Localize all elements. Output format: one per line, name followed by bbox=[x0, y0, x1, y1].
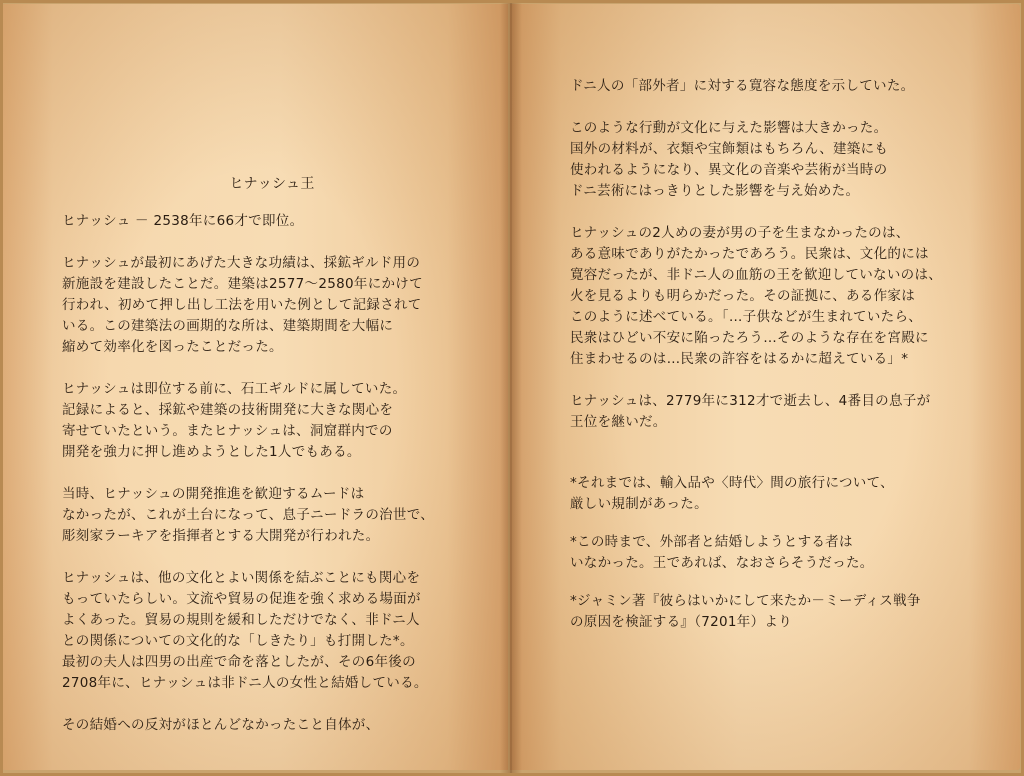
footnotes bbox=[570, 473, 1000, 633]
right-page[interactable] bbox=[510, 4, 1020, 770]
paragraph: ヒナッシュは、2779年に312才で逝去し、4番目の息子が 王位を継いだ。 bbox=[570, 393, 931, 430]
paragraph: ヒナッシュが最初にあげた大きな功績は、採鉱ギルド用の 新施設を建設したことだ。建築は2577～2580年にかけて 行われ、初めて押し出し工法を用いた例として記録されて いる。この建築法の画期的な所は、建築期間を大幅に 縮めて効率化を図ったことだった。 bbox=[62, 255, 423, 355]
paragraph: ヒナッシュの2人めの妻が男の子を生まなかったのは、 ある意味でありがたかったであろう。民衆は、文化的には 寛容だったが、非ドニ人の血筋の王を歓迎していないのは、 火を見るよりも明らかだった。その証拠に、ある作家は このように述べている。「…子供などが生まれていたら、 民衆はひどい不安に陥ったろう…そのような存在を宮殿に 住まわせるのは…民衆の許容をはるかに超えている」* bbox=[570, 225, 943, 367]
footnote: *それまでは、輸入品や〈時代〉間の旅行について、 厳しい規制があった。 bbox=[570, 475, 894, 512]
paragraph: ヒナッシュは即位する前に、石工ギルドに属していた。 記録によると、採鉱や建築の技術開発に大きな関心を 寄せていたという。またヒナッシュは、洞窟群内での 開発を強力に押し進めようとした1人でもある。 bbox=[62, 381, 407, 460]
left-page-text bbox=[62, 174, 482, 757]
left-page[interactable] bbox=[2, 4, 508, 770]
page-title: ヒナッシュ王 bbox=[229, 176, 315, 192]
right-page-text bbox=[570, 76, 1000, 650]
paragraph: このような行動が文化に与えた影響は大きかった。 国外の材料が、衣類や宝飾類はもちろん、建築にも 使われるようになり、異文化の音楽や芸術が当時の ドニ芸術にはっきりとした影響を与え始めた。 bbox=[570, 120, 889, 199]
paragraph: ヒナッシュは、他の文化とよい関係を結ぶことにも関心を もっていたらしい。文流や貿易の促進を強く求める場面が よくあった。貿易の規則を緩和しただけでなく、非ドニ人 との関係についての文化的な「しきたり」も打開した*。 最初の夫人は四男の出産で命を落としたが、その6年後の 2708年に、ヒナッシュは非ドニ人の女性と結婚している。 bbox=[62, 570, 428, 691]
footnote: *ジャミン著『彼らはいかにして来たか－ミーディス戦争 の原因を検証する』（7201年）より bbox=[570, 593, 921, 630]
paragraph: ドニ人の「部外者」に対する寛容な態度を示していた。 bbox=[570, 78, 915, 94]
paragraph: その結婚への反対がほとんどなかったこと自体が、 bbox=[62, 717, 380, 733]
paragraph: 当時、ヒナッシュの開発推進を歓迎するムードは なかったが、これが土台になって、息子ニードラの治世で、 彫刻家ラーキアを指揮者とする大開発が行われた。 bbox=[62, 486, 435, 544]
paragraph: ヒナッシュ － 2538年に66才で即位。 bbox=[62, 213, 304, 229]
footnote: *この時まで、外部者と結婚しようとする者は いなかった。王であれば、なおさらそうだった。 bbox=[570, 534, 874, 571]
